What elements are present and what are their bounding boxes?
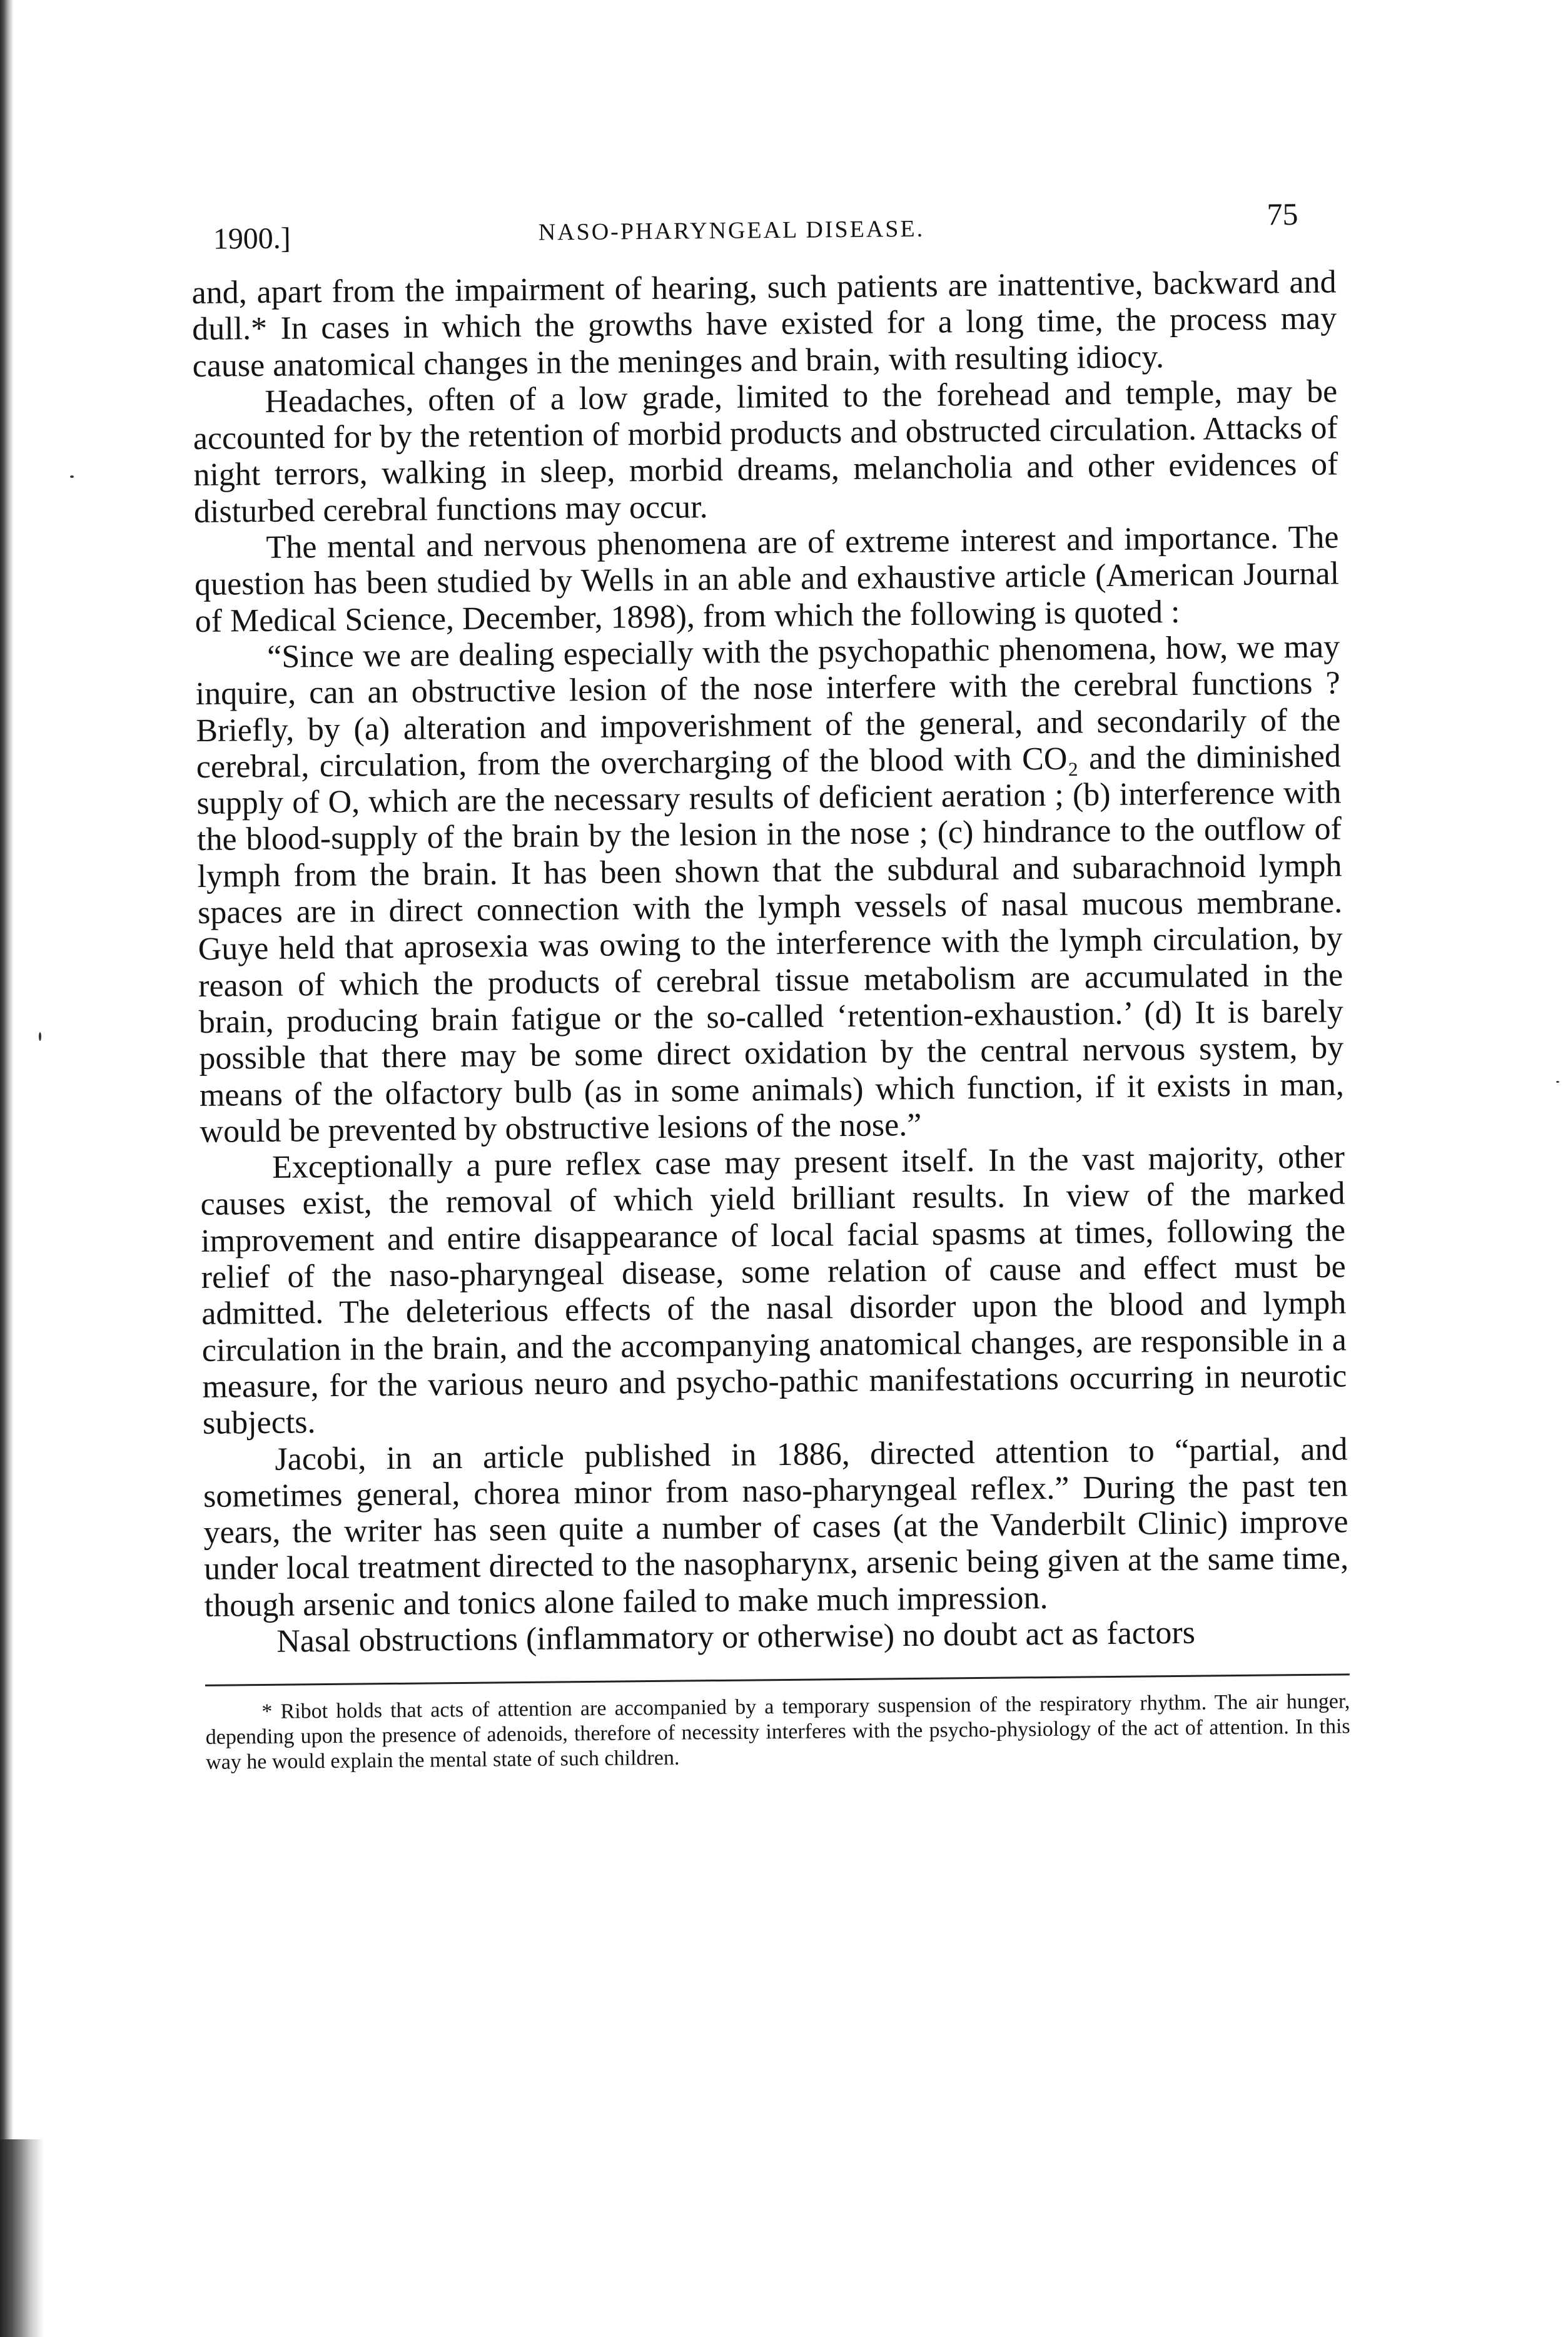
- page-number: 75: [1267, 196, 1298, 232]
- footnote-text: * Ribot holds that acts of attention are accompanied by a temporary suspension of the respiratory rhythm. The air hunger, depending upon the presence of adenoids, therefore of necessity interferes with the psycho-physiology of the act of attention. In this way he would explain the mental state of such children.: [205, 1690, 1350, 1775]
- paragraph-continuation: and, apart from the impairment of hearing, such patients are inattentive, backward and dull.* In cases in which the growths have existed for a long time, the process may cause anatomical changes in the meninges and brain, with resulting idiocy.: [191, 264, 1337, 384]
- book-page: [191, 176, 1350, 1775]
- paragraph-mental-phenomena: The mental and nervous phenomena are of extreme interest and importance. The question has been studied by Wells in an able and exhaustive article (American Journal of Medical Science, December, 1898), from which the following is quoted :: [194, 519, 1340, 639]
- scan-binding-shadow: [0, 2139, 44, 2337]
- scan-speck: [70, 475, 74, 478]
- paragraph-wells-quotation: “Since we are dealing especially with the psychopathic phenomena, how, we may inquire, can an obstructive lesion of the nose interfere with the cerebral functions ? Briefly, by (a) alteration and impoverishment of the general, and secondarily of the cerebral, circulation, from the overcharging of the blood with CO₂ and the diminished supply of O, which are the necessary results of deficient aeration ; (b) interference with the blood-supply of the brain by the lesion in the nose ; (c) hindrance to the outflow of lymph from the brain. It has been shown that the subdural and subarachnoid lymph spaces are in direct connection with the lymph vessels of nasal mucous membrane. Guye held that aprosexia was owing to the interference with the lymph circulation, by reason of which the products of cerebral tissue metabolism are accumulated in the brain, producing brain fatigue or the so-called ‘retention-exhaustion.’ (d) It is barely possible that there may be some direct oxidation by the central nervous system, by means of the olfactory bulb (as in some animals) which function, if it exists in man, would be prevented by obstructive lesions of the nose.”: [195, 629, 1345, 1150]
- scan-speck: [1556, 1081, 1559, 1083]
- running-head: [191, 176, 1336, 275]
- running-head-title: NASO-PHARYNGEAL DISEASE.: [538, 215, 925, 246]
- body-text: [191, 264, 1349, 1661]
- running-head-year: 1900.]: [213, 221, 291, 256]
- paragraph-reflex-case: Exceptionally a pure reflex case may present itself. In the vast majority, other causes exist, the removal of which yield brilliant results. In view of the marked improvement and entire disappearance of local facial spasms at times, following the relief of the naso-pharyngeal disease, some relation of cause and effect must be admitted. The deleterious effects of the nasal disorder upon the blood and lymph circulation in the brain, and the accompanying anatomical changes, are responsible in a measure, for the various neuro and psycho-pathic manifestations occurring in neurotic subjects.: [200, 1139, 1347, 1442]
- scan-left-edge-shadow: [0, 0, 14, 2337]
- footnote: [205, 1690, 1350, 1776]
- scan-speck: [39, 1032, 41, 1041]
- paragraph-headaches: Headaches, often of a low grade, limited to the forehead and temple, may be accounted for by the retention of morbid products and obstructed circulation. Attacks of night terrors, walking in sleep, morbid dreams, melancholia and other evidences of disturbed cerebral functions may occur.: [193, 373, 1338, 530]
- paragraph-nasal-obstructions: Nasal obstructions (inflammatory or otherwise) no doubt act as factors: [276, 1615, 1196, 1660]
- footnote-rule: [205, 1674, 1350, 1687]
- paragraph-jacobi: Jacobi, in an article published in 1886, directed attention to “partial, and sometimes general, chorea minor from naso-pharyngeal reflex.” During the past ten years, the writer has seen quite a number of cases (at the Vanderbilt Clinic) improve under local treatment directed to the nasopharynx, arsenic being given at the same time, though arsenic and tonics alone failed to make much impression.: [203, 1431, 1349, 1624]
